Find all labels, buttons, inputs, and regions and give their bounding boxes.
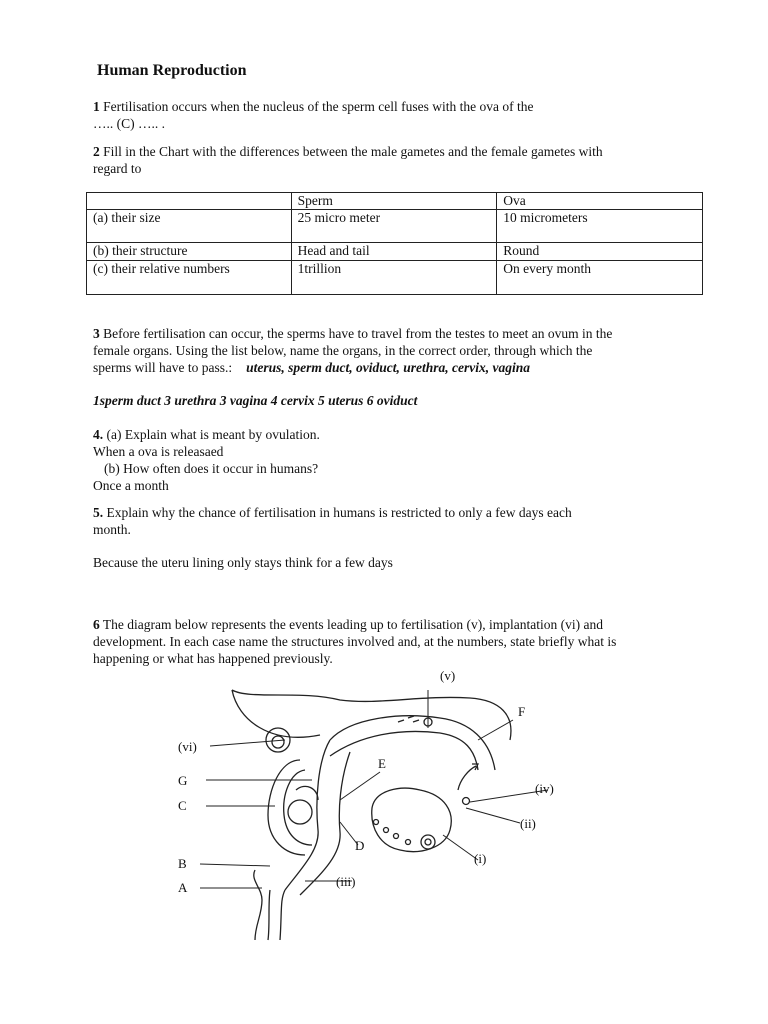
question-text: Fertilisation occurs when the nucleus of the sperm cell fuses with the ova of the — [99, 99, 534, 114]
diagram-label-g: G — [178, 773, 188, 788]
question-text: (b) How often does it occur in humans? — [104, 461, 319, 476]
question-text: female organs. Using the list below, name the organs, in the correct order, through which the — [93, 343, 593, 358]
diagram-label-a: A — [178, 880, 188, 895]
diagram-label-d: D — [355, 838, 365, 853]
diagram-label-iv: (iv) — [535, 781, 554, 796]
table-cell[interactable]: On every month — [497, 261, 703, 295]
page-title: Human Reproduction — [97, 62, 247, 79]
diagram-label-b: B — [178, 856, 187, 871]
question-text: happening or what has happened previously. — [93, 651, 333, 666]
question-number: 6 — [93, 617, 100, 632]
diagram-label-ii: (ii) — [520, 816, 536, 831]
diagram-label-f: F — [518, 704, 526, 719]
question-text: month. — [93, 522, 131, 537]
table-cell[interactable]: 25 micro meter — [291, 210, 497, 243]
question-text: ….. (C) ….. . — [93, 116, 165, 131]
question-number: 4. — [93, 427, 104, 442]
question-text: development. In each case name the structures involved and, at the numbers, state briefly what is — [93, 634, 617, 649]
organ-list: uterus, sperm duct, oviduct, urethra, cervix, vagina — [246, 360, 530, 375]
diagram-label-iii: (iii) — [336, 874, 356, 889]
question-number: 2 — [93, 144, 100, 159]
table-cell[interactable]: Head and tail — [291, 243, 497, 261]
table-cell[interactable]: 1trillion — [291, 261, 497, 295]
question-text: The diagram below represents the events leading up to fertilisation (v), implantation (vi) and — [99, 617, 603, 632]
question-number: 5. — [93, 505, 104, 520]
question-number: 1 — [93, 99, 100, 114]
diagram-label-i: (i) — [474, 851, 487, 866]
table-header-cell: Ova — [497, 193, 703, 210]
diagram-label-vi: (vi) — [178, 739, 197, 754]
table-header-cell: Sperm — [291, 193, 497, 210]
diagram-label-e: E — [378, 756, 386, 771]
table-cell[interactable]: (b) their structure — [87, 243, 292, 261]
question-text: regard to — [93, 161, 142, 176]
answer-text: When a ova is releasaed — [93, 444, 224, 459]
answer-5: Because the uteru lining only stays think for a few days — [93, 555, 393, 570]
diagram-label-c: C — [178, 798, 187, 813]
table-cell[interactable]: 10 micrometers — [497, 210, 703, 243]
question-number: 3 — [93, 326, 100, 341]
question-text: Before fertilisation can occur, the sperms have to travel from the testes to meet an ovum in the — [99, 326, 613, 341]
answer-text: Once a month — [93, 478, 169, 493]
question-text: (a) Explain what is meant by ovulation. — [103, 427, 320, 442]
table-cell[interactable]: (a) their size — [87, 210, 292, 243]
table-cell[interactable]: Round — [497, 243, 703, 261]
diagram-label-v: (v) — [440, 668, 456, 683]
question-text: Explain why the chance of fertilisation in humans is restricted to only a few days each — [103, 505, 572, 520]
answer-3: 1sperm duct 3 urethra 3 vagina 4 cervix 5 uterus 6 oviduct — [93, 393, 418, 408]
question-text: sperms will have to pass.: — [93, 360, 233, 375]
question-text: Fill in the Chart with the differences between the male gametes and the female gametes with — [99, 144, 603, 159]
table-cell[interactable]: (c) their relative numbers — [87, 261, 292, 295]
